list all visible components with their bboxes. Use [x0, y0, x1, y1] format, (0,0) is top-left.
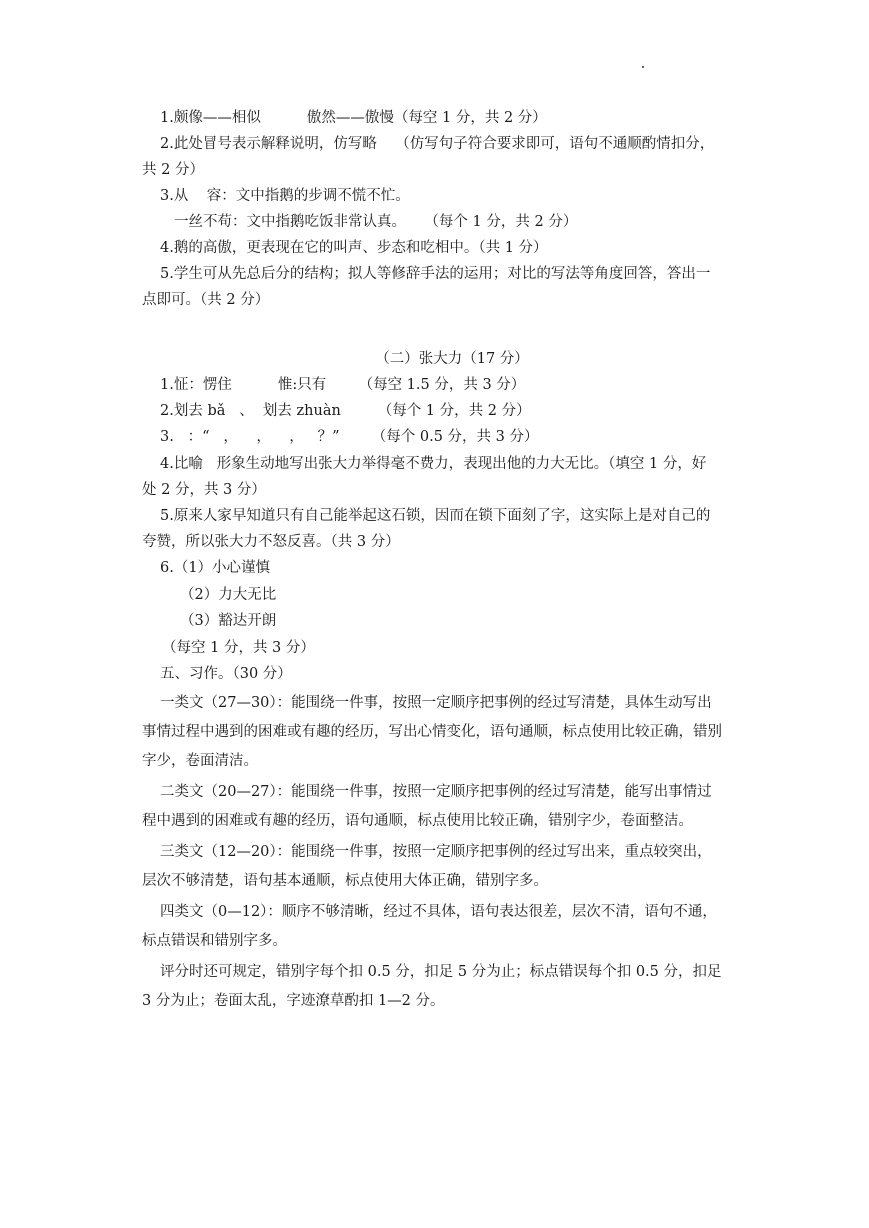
- section-title: 五、习作。（30 分）: [160, 666, 292, 682]
- rubric-line: 标点错误和错别字多。: [142, 933, 287, 949]
- page-dot: [642, 66, 644, 68]
- rubric-line: 字少，卷面清洁。: [142, 753, 258, 769]
- answer-line: 1.颇像——相似 傲然——傲慢（每空 1 分，共 2 分）: [160, 110, 547, 126]
- answer-line: 共 2 分）: [142, 162, 204, 178]
- answer-line: 处 2 分，共 3 分）: [142, 482, 266, 498]
- section-title: （二）张大力（17 分）: [375, 351, 529, 367]
- rubric-line: 3 分为止；卷面太乱，字迹潦草酌扣 1—2 分。: [142, 993, 445, 1009]
- rubric-line: 事情过程中遇到的困难或有趣的经历，写出心情变化，语句通顺，标点使用比较正确，错别: [142, 724, 722, 740]
- rubric-line: 四类文（0—12）：顺序不够清晰，经过不具体，语句表达很差，层次不清，语句不通，: [160, 904, 717, 920]
- rubric-line: 层次不够清楚，语句基本通顺，标点使用大体正确，错别字多。: [142, 873, 548, 889]
- answer-line: 3. ：“ ， ， ， ？” （每个 0.5 分，共 3 分）: [160, 429, 539, 445]
- rubric-line: 三类文（12—20）：能围绕一件事，按照一定顺序把事例的经过写出来，重点较突出，: [160, 844, 712, 860]
- answer-line: 3.从 容：文中指鹅的步调不慌不忙。: [160, 188, 410, 204]
- rubric-line: 程中遇到的困难或有趣的经历，语句通顺，标点使用比较正确，错别字少，卷面整洁。: [142, 813, 693, 829]
- answer-line: 夸赞，所以张大力不怒反喜。（共 3 分）: [142, 534, 400, 550]
- answer-line: （3）豁达开朗: [180, 613, 277, 629]
- answer-line: 5.原来人家早知道只有自己能举起这石锁，因而在锁下面刻了字，这实际上是对自己的: [160, 508, 711, 524]
- answer-line: 2.划去 bǎ 、 划去 zhuàn （每个 1 分，共 2 分）: [160, 403, 531, 419]
- rubric-line: 一类文（27—30）：能围绕一件事，按照一定顺序把事例的经过写清楚，具体生动写出: [160, 695, 712, 711]
- answer-line: （2）力大无比: [180, 587, 277, 603]
- answer-line: 点即可。（共 2 分）: [142, 292, 270, 308]
- answer-line: 1.怔：愣住 惟:只有 （每空 1.5 分，共 3 分）: [160, 377, 526, 393]
- answer-line: 4.比喻 形象生动地写出张大力举得毫不费力，表现出他的力大无比。（填空 1 分，好: [160, 456, 707, 472]
- answer-line: 5.学生可从先总后分的结构；拟人等修辞手法的运用；对比的写法等角度回答，答出一: [160, 266, 711, 282]
- answer-line: 2.此处冒号表示解释说明，仿写略 （仿写句子符合要求即可，语句不通顺酌情扣分，: [160, 136, 715, 152]
- answer-line: 一丝不苟：文中指鹅吃饭非常认真。 （每个 1 分，共 2 分）: [174, 214, 578, 230]
- answer-line: （每空 1 分，共 3 分）: [162, 640, 315, 656]
- rubric-line: 二类文（20—27）：能围绕一件事，按照一定顺序把事例的经过写清楚，能写出事情过: [160, 784, 712, 800]
- rubric-line: 评分时还可规定，错别字每个扣 0.5 分，扣足 5 分为止；标点错误每个扣 0.5 分，扣足: [160, 964, 722, 980]
- answer-line: 4.鹅的高傲，更表现在它的叫声、步态和吃相中。（共 1 分）: [160, 240, 548, 256]
- answer-line: 6.（1）小心谨慎: [160, 560, 271, 576]
